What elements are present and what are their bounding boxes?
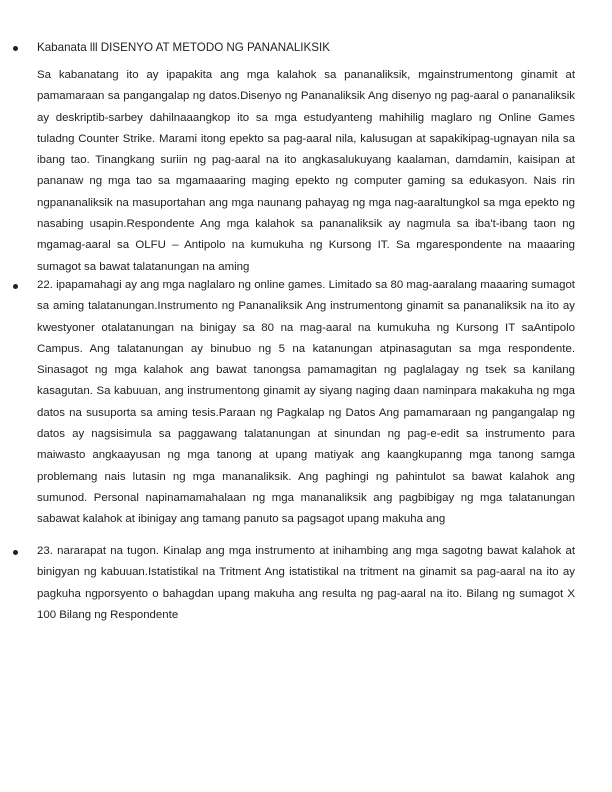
bullet-icon: [13, 550, 18, 555]
chapter-heading: Kabanata lll DISENYO AT METODO NG PANANALIKSIK: [37, 41, 330, 54]
paragraph: 22. ipapamahagi ay ang mga naglalaro ng online games. Limitado sa 80 mag-aaralang maaaring sumagot sa aming talatanungan.Instrumento ng Pananaliksik Ang instrumentong ginamit sa pananaliksik na ito ay kwestyoner otalatanungan na binigay sa 80 na mag-aaral na kumukuha ng Kursong IT saAntipolo Campus. Ang talatanungan ay binubuo ng 5 na katanungan atpinasagutan sa mga respondente. Sinasagot ng mga kalahok ang bawat tanongsa pamamagitan ng paglalagay ng tsek sa kanilang kasagutan. Sa kabuuan, ang instrumentong ginamit ay siyang naging daan naminpara makakuha ng mga datos na susuporta sa aming tesis.Paraan ng Pagkalap ng Datos Ang pamamaraan ng pangangalap ng datos ay nagsisimula sa paggawang talatanungan at sinundan ng pag-e-edit sa instrumento para maiwasto angkaayusan ng mga tanong at upang matiyak ang kaangkupanng mga tanong samga problemang nais lutasin ng mga mananaliksik. Ang paghingi ng pahintulot sa bawat kalahok ang sumunod. Personal napinamamahalaan ng mga mananaliksik ang pagbibigay ng mga talatanungan sabawat kalahok at ibinigay ang tamang panuto sa pagsagot upang makuha ang: [37, 279, 575, 526]
bullet-icon: [13, 284, 18, 289]
paragraph: 23. nararapat na tugon. Kinalap ang mga instrumento at inihambing ang mga sagotng bawat kalahok at binigyan ng kabuuan.Istatistikal na Tritment Ang istatistikal na tritment na ginamit sa pag-aaral na ito ay pagkuha ngporsyento o bahagdan upang makuha ang resulta ng pag-aaral na ito. Bilang ng sumagot X 100 Bilang ng Respondente: [37, 545, 575, 621]
bullet-icon: [13, 46, 18, 51]
paragraph: Sa kabanatang ito ay ipapakita ang mga kalahok sa pananaliksik, mgainstrumentong ginamit at pamamaraan sa pangangalap ng datos.Disenyo ng Pananaliksik Ang disenyo ng pag-aaral o pananaliksik ay deskriptib-sarbey dahilnaaangkop ito sa mga estudyanteng mahihilig maglaro ng Online Games tuladng Counter Strike. Marami itong epekto sa pag-aaral nila, kalusugan at sapakikipag-ugnayan nila sa ibang tao. Tinangkang suriin ng pag-aaral na ito angkasalukuyang kaalaman, damdamin, kaisipan at pananaw ng mga tao sa mgamaaaring maging epekto ng computer gaming sa edukasyon. Nais rin ngpananaliksik na masuportahan ang mga naunang pahayag ng mga nag-aaraltungkol sa mga epekto ng nasabing usapin.Respondente Ang mga kalahok sa pananaliksik ay nagmula sa iba't-ibang taon ng mgamag-aaral sa OLFU – Antipolo na kumukuha ng Kursong IT. Sa mgarespondente na maaaring sumagot sa bawat talatanungan na aming: [37, 69, 575, 273]
